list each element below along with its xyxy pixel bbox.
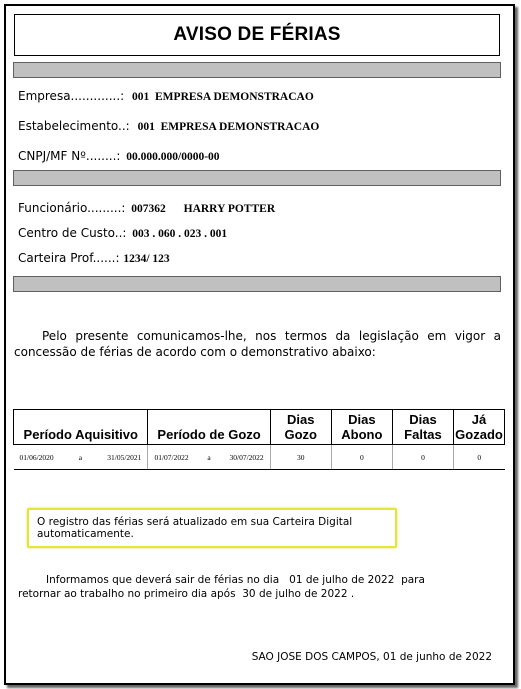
estabelecimento-label: Estabelecimento..: — [18, 119, 130, 133]
header-dias-faltas: Dias Faltas — [392, 410, 453, 445]
gozo-fim: 30/07/2022 — [229, 452, 264, 462]
funcionario-label: Funcionário.........: — [18, 201, 126, 215]
header-periodo-gozo: Período de Gozo — [148, 410, 270, 445]
centro-custo-value: 003 . 060 . 023 . 001 — [132, 228, 228, 240]
aquisitivo-fim: 31/05/2021 — [107, 452, 142, 462]
cell-dias-faltas: 0 — [392, 445, 453, 470]
estabelecimento-line — [18, 119, 319, 133]
carteira-label: Carteira Prof......: — [18, 251, 120, 265]
cnpj-line — [18, 149, 220, 163]
table-row — [14, 445, 505, 470]
intro-paragraph-text: Pelo presente comunicamos-lhe, nos termos da legislação em vigor a concessão de férias de acordo com o demonstrativo abaixo: — [14, 329, 501, 359]
empresa-line — [18, 89, 314, 103]
document-frame — [4, 4, 515, 685]
cnpj-label: CNPJ/MF Nº........: — [18, 149, 121, 163]
section-divider-bar — [13, 276, 501, 292]
funcionario-code: 007362 — [131, 203, 166, 215]
cell-periodo-gozo — [148, 445, 270, 470]
info-text: Informamos que deverá sair de férias no dia 01 de julho de 2022 para retornar ao trabalho no primeiro dia após 30 de julho de 2022 . — [18, 574, 429, 600]
notice-text: O registro das férias será atualizado em sua Carteira Digital automaticamente. — [37, 516, 353, 540]
table-header-row — [14, 410, 505, 445]
vacation-table — [13, 409, 505, 470]
signature-line: SAO JOSE DOS CAMPOS, 01 de junho de 2022 — [251, 651, 492, 663]
document-title: AVISO DE FÉRIAS — [173, 24, 341, 45]
title-box — [14, 14, 500, 56]
empresa-label: Empresa.............: — [18, 89, 125, 103]
section-divider-bar — [13, 170, 501, 186]
header-periodo-aquisitivo: Período Aquisitivo — [14, 410, 148, 445]
funcionario-line — [18, 201, 275, 215]
funcionario-name: HARRY POTTER — [183, 203, 276, 215]
header-dias-abono: Dias Abono — [331, 410, 392, 445]
estabelecimento-value: 001 EMPRESA DEMONSTRACAO — [137, 121, 320, 133]
aquisitivo-inicio: 01/06/2020 — [19, 452, 54, 462]
header-ja-gozado: Já Gozado — [454, 410, 505, 445]
section-divider-bar — [13, 62, 501, 78]
cell-periodo-aquisitivo — [14, 445, 148, 470]
gozo-inicio: 01/07/2022 — [154, 452, 189, 462]
digital-wallet-notice — [27, 508, 397, 548]
carteira-line — [18, 251, 170, 265]
cell-dias-abono: 0 — [331, 445, 392, 470]
gozo-sep: a — [207, 452, 211, 462]
intro-paragraph — [14, 328, 501, 360]
aquisitivo-sep: a — [78, 452, 83, 462]
centro-custo-line — [18, 226, 227, 240]
info-paragraph — [18, 573, 438, 601]
cnpj-value: 00.000.000/0000-00 — [126, 151, 220, 163]
centro-custo-label: Centro de Custo..: — [18, 226, 127, 240]
cell-ja-gozado: 0 — [454, 445, 505, 470]
carteira-value: 1234/ 123 — [123, 253, 170, 265]
header-dias-gozo: Dias Gozo — [270, 410, 331, 445]
cell-dias-gozo: 30 — [270, 445, 331, 470]
empresa-value: 001 EMPRESA DEMONSTRACAO — [132, 91, 314, 103]
